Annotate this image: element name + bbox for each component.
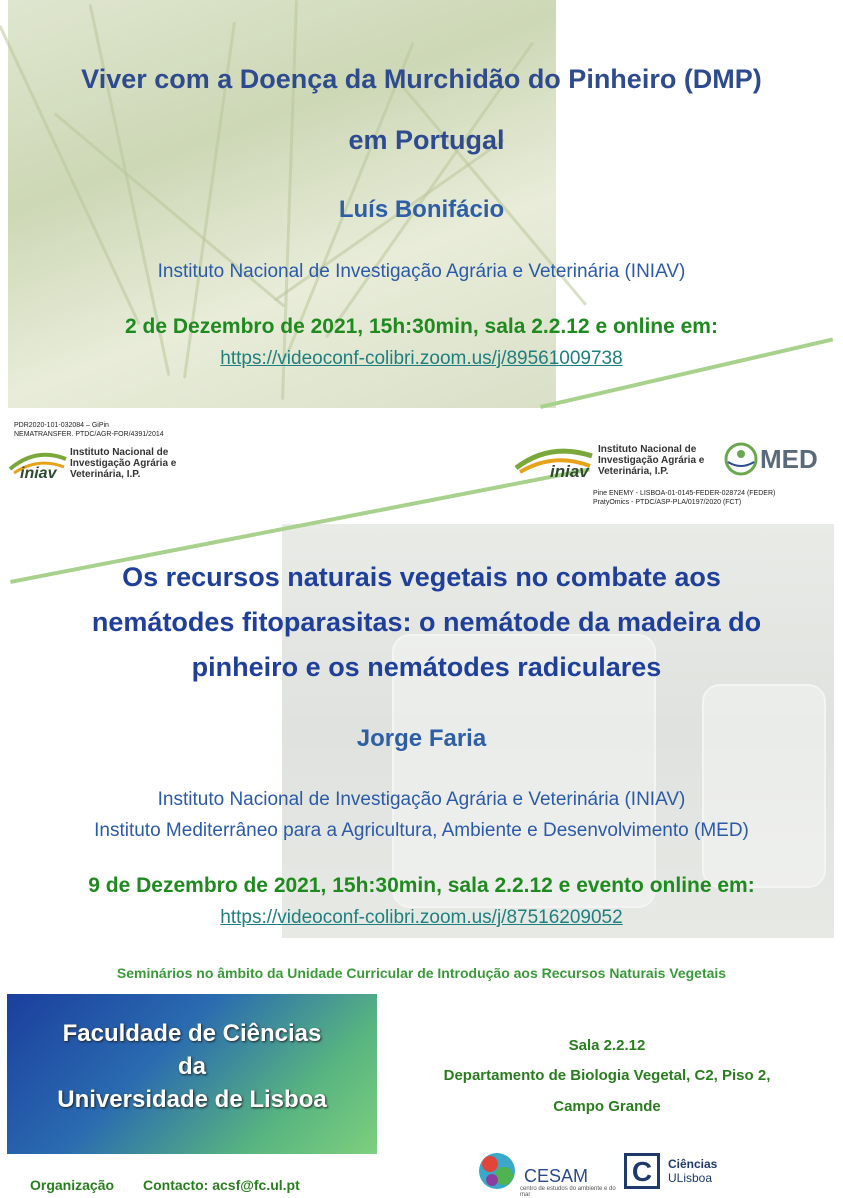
seminar2-date: 9 de Dezembro de 2021, 15h:30min, sala 2.2.12 e evento online em: xyxy=(88,874,755,897)
ciencias-logo: C Ciências ULisboa xyxy=(624,1153,744,1193)
faculty-line2: da xyxy=(177,1053,206,1080)
faculty-banner xyxy=(7,994,377,1154)
seminar1-institution: Instituto Nacional de Investigação Agrária e Veterinária (INIAV) xyxy=(157,261,686,282)
series-note: Seminários no âmbito da Unidade Curricular de Introdução aos Recursos Naturais Vegetais xyxy=(116,965,727,981)
seminar2-speaker: Jorge Faria xyxy=(356,725,487,752)
faculty-line1: Faculdade de Ciências xyxy=(62,1020,322,1047)
cesam-globe-icon xyxy=(474,1150,520,1192)
seminar2-title-line2: nemátodes fitoparasitas: o nemátode da madeira do xyxy=(91,607,762,637)
funding-left: PDR2020-101-032084 – GiPin NEMATRANSFER. PTDC/AGR-FOR/4391/2014 xyxy=(14,422,164,438)
ciencias-c-icon: C xyxy=(624,1153,660,1189)
seminar2-institution2: Instituto Mediterrâneo para a Agricultura, Ambiente e Desenvolvimento (MED) xyxy=(94,820,749,841)
seminar1-speaker: Luís Bonifácio xyxy=(338,196,505,223)
med-logo: MED xyxy=(722,440,834,480)
footer-organization: Organização xyxy=(30,1177,115,1193)
venue-room: Sala 2.2.12 xyxy=(568,1037,646,1054)
seminar2-title-line1: Os recursos naturais vegetais no combate aos xyxy=(122,562,721,592)
seminar2-zoom-link[interactable]: https://videoconf-colibri.zoom.us/j/87516209052 xyxy=(220,907,623,928)
seminar1-zoom-link[interactable]: https://videoconf-colibri.zoom.us/j/89561009738 xyxy=(220,348,623,369)
venue-campus: Campo Grande xyxy=(553,1098,661,1115)
seminar2-institution1: Instituto Nacional de Investigação Agrária e Veterinária (INIAV) xyxy=(157,789,686,810)
med-globe-icon xyxy=(722,440,760,478)
seminar1-date: 2 de Dezembro de 2021, 15h:30min, sala 2.2.12 e online em: xyxy=(125,315,718,338)
seminar2-title-line3: pinheiro e os nemátodes radiculares xyxy=(191,652,662,682)
iniav-logo-right: iniav Instituto Nacional de Investigação Agrária e Veterinária, I.P. xyxy=(514,440,714,484)
seminar1-title-line2: em Portugal xyxy=(348,125,505,155)
iniav-logo-left: iniav Instituto Nacional de Investigação Agrária e Veterinária, I.P. xyxy=(8,445,198,485)
footer-contact[interactable]: Contacto: acsf@fc.ul.pt xyxy=(143,1177,300,1193)
venue-department: Departamento de Biologia Vegetal, C2, Piso 2, xyxy=(443,1067,771,1084)
seminar1-title-line1: Viver com a Doença da Murchidão do Pinheiro (DMP) xyxy=(81,64,762,94)
cesam-logo: CESAM centro de estudos do ambiente e do mar xyxy=(474,1150,624,1195)
faculty-line3: Universidade de Lisboa xyxy=(57,1086,327,1113)
funding-right: Pine ENEMY - LISBOA-01-0145-FEDER-028724 (FEDER) PratyOmics - PTDC/ASP-PLA/0197/2020 (FCT) xyxy=(593,490,776,506)
